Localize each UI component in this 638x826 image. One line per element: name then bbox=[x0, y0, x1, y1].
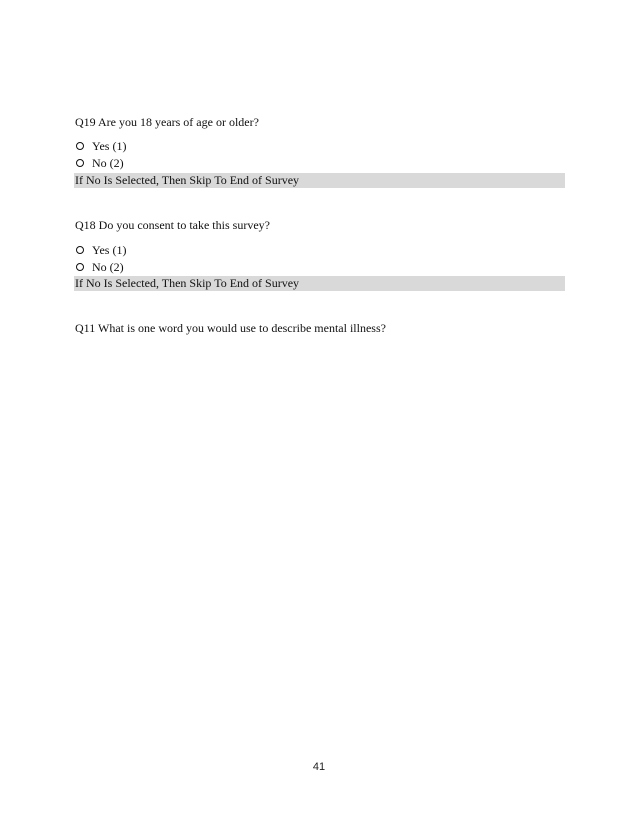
radio-button-icon[interactable] bbox=[76, 263, 84, 271]
question-q18-text: Q18 Do you consent to take this survey? bbox=[75, 218, 270, 232]
q19-option-no-label: No (2) bbox=[92, 156, 124, 170]
radio-button-icon[interactable] bbox=[76, 142, 84, 150]
radio-button-icon[interactable] bbox=[76, 246, 84, 254]
q19-skip-logic-bar: If No Is Selected, Then Skip To End of Survey bbox=[74, 173, 565, 188]
q18-option-no[interactable] bbox=[75, 260, 124, 274]
q19-option-yes-label: Yes (1) bbox=[92, 139, 127, 153]
page-number: 41 bbox=[312, 761, 326, 773]
q19-option-yes[interactable] bbox=[75, 139, 126, 153]
q18-option-yes-label: Yes (1) bbox=[92, 243, 127, 257]
q18-skip-logic-bar: If No Is Selected, Then Skip To End of Survey bbox=[74, 276, 565, 291]
q18-option-yes[interactable] bbox=[75, 243, 126, 257]
question-q19-text: Q19 Are you 18 years of age or older? bbox=[75, 115, 259, 129]
question-q11-text: Q11 What is one word you would use to describe mental illness? bbox=[75, 321, 386, 335]
radio-button-icon[interactable] bbox=[76, 159, 84, 167]
q19-option-no[interactable] bbox=[75, 156, 124, 170]
q18-option-no-label: No (2) bbox=[92, 260, 124, 274]
